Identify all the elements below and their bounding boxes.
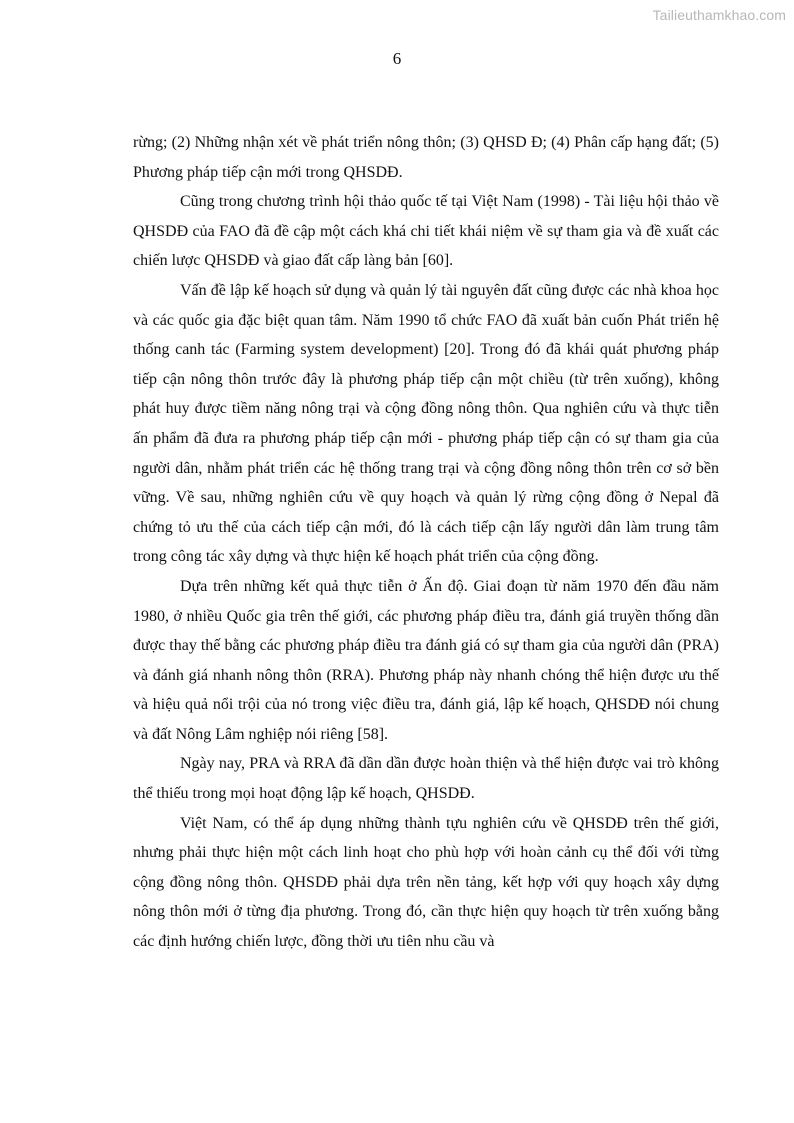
document-body (133, 128, 719, 957)
paragraph: Cũng trong chương trình hội thảo quốc tế tại Việt Nam (1998) - Tài liệu hội thảo về QHSDĐ của FAO đã đề cập một cách khá chi tiết khái niệm về sự tham gia và đề xuất các chiến lược QHSDĐ và giao đất cấp làng bản [60]. (133, 193, 719, 270)
paragraph: Ngày nay, PRA và RRA đã dần dần được hoàn thiện và thể hiện được vai trò không thể thiếu trong mọi hoạt động lập kế hoạch, QHSDĐ. (133, 755, 719, 803)
paragraph: Vấn đề lập kế hoạch sử dụng và quản lý tài nguyên đất cũng được các nhà khoa học và các quốc gia đặc biệt quan tâm. Năm 1990 tổ chức FAO đã xuất bản cuốn Phát triển hệ thống canh tác (Farming system development) [20]. Trong đó đã khái quát phương pháp tiếp cận nông thôn trước đây là phương pháp tiếp cận một chiều (từ trên xuống), không phát huy được tiềm năng nông trại và cộng đồng nông thôn. Qua nghiên cứu và thực tiễn ấn phẩm đã đưa ra phương pháp tiếp cận mới - phương pháp tiếp cận có sự tham gia của người dân, nhằm phát triển các hệ thống trang trại và cộng đồng nông thôn trên cơ sở bền vững. Về sau, những nghiên cứu về quy hoạch và quản lý rừng cộng đồng ở Nepal đã chứng tỏ ưu thế của cách tiếp cận mới, đó là cách tiếp cận lấy người dân làm trung tâm trong công tác xây dựng và thực hiện kế hoạch phát triển của cộng đồng. (133, 281, 719, 566)
watermark: Tailieuthamkhao.com (652, 7, 786, 23)
paragraph: Dựa trên những kết quả thực tiễn ở Ấn độ. Giai đoạn từ năm 1970 đến đầu năm 1980, ở nhiều Quốc gia trên thế giới, các phương pháp điều tra, đánh giá truyền thống dần được thay thế bằng các phương pháp điều tra đánh giá có sự tham gia của người dân (PRA) và đánh giá nhanh nông thôn (RRA). Phương pháp này nhanh chóng thể hiện được ưu thế và hiệu quả nổi trội của nó trong việc điều tra, đánh giá, lập kế hoạch, QHSDĐ nói chung và đất Nông Lâm nghiệp nói riêng [58]. (133, 577, 719, 743)
page-number: 6 (392, 49, 402, 68)
paragraph: Việt Nam, có thể áp dụng những thành tựu nghiên cứu về QHSDĐ trên thế giới, nhưng phải thực hiện một cách linh hoạt cho phù hợp với hoàn cảnh cụ thể đối với từng cộng đồng nông thôn. QHSDĐ phải dựa trên nền tảng, kết hợp với quy hoạch xây dựng nông thôn mới ở từng địa phương. Trong đó, cần thực hiện quy hoạch từ trên xuống bằng các định hướng chiến lược, đồng thời ưu tiên nhu cầu và (133, 814, 719, 951)
paragraph-continued: rừng; (2) Những nhận xét về phát triển nông thôn; (3) QHSD Đ; (4) Phân cấp hạng đất; (5) Phương pháp tiếp cận mới trong QHSDĐ. (133, 134, 719, 181)
